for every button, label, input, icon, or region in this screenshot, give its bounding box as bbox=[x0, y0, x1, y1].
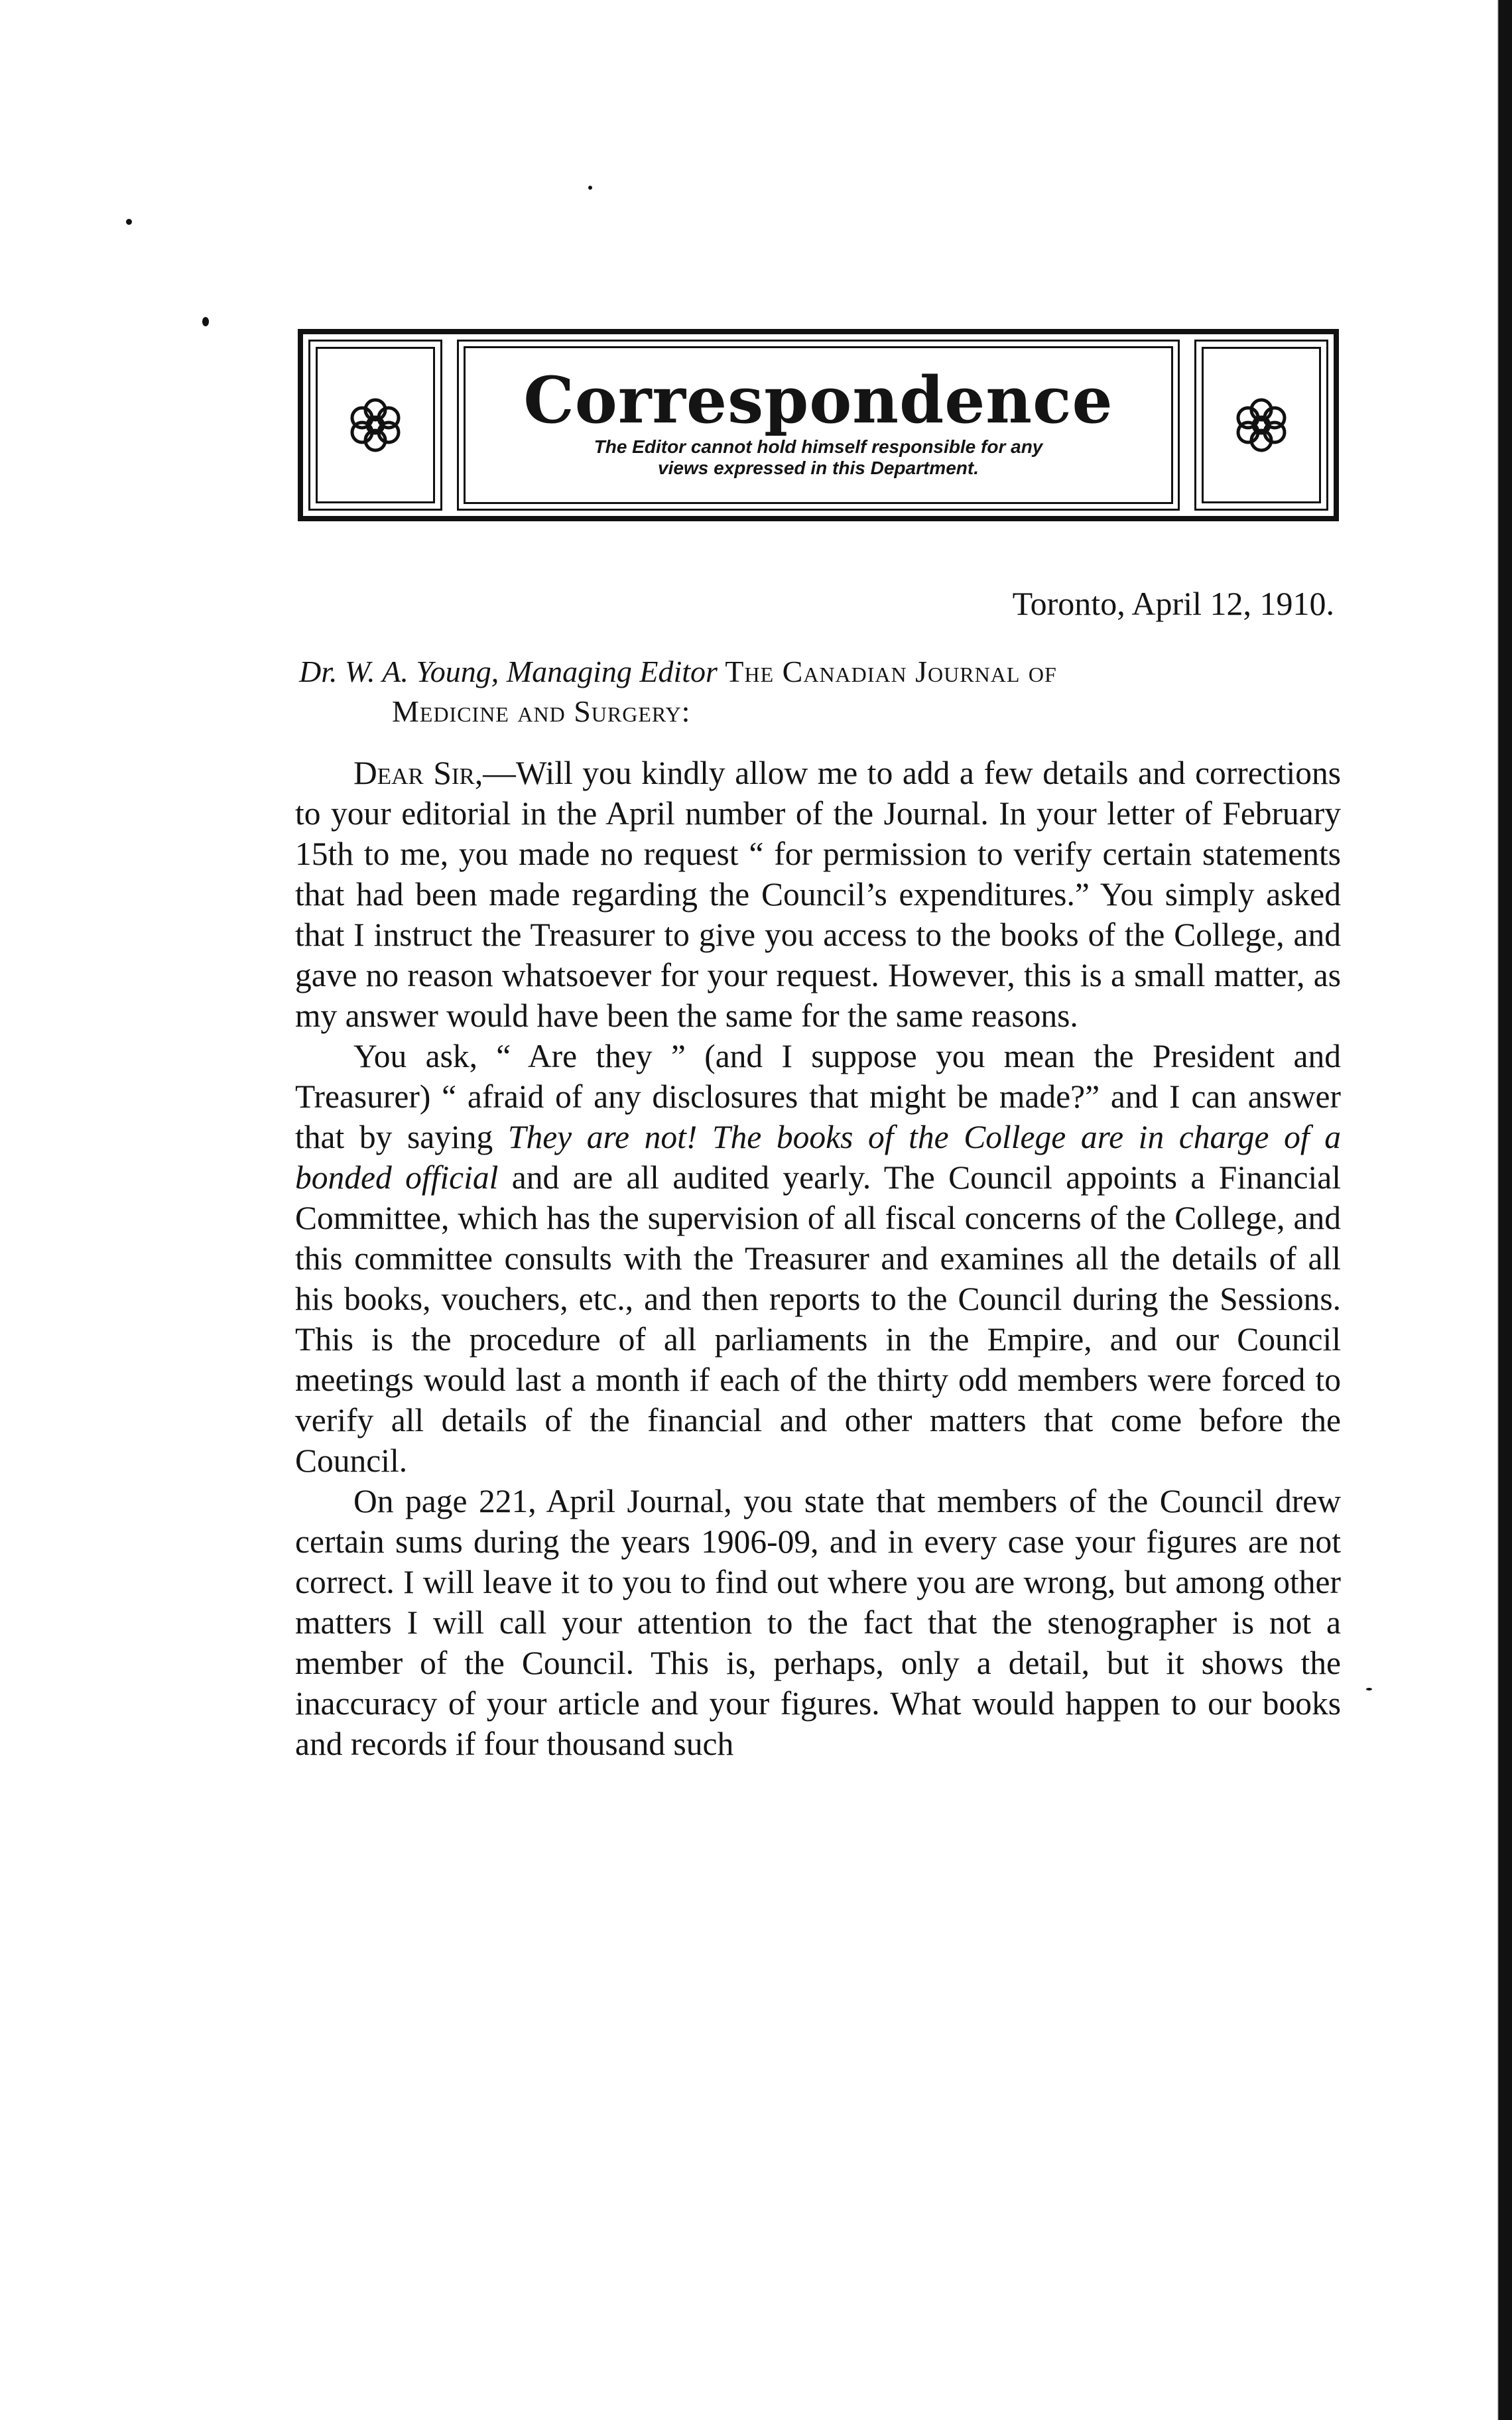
scan-speck bbox=[588, 186, 592, 190]
paragraph-1-text: —Will you kindly allow me to add a few details and corrections to your editorial in the April number of the Journal. In your letter of February 15th to me, you made no request “ for permission to verify certain statements that had been made regarding the Council’s expenditures.” You simply asked that I instruct the Treasurer to give you access to the books of the College, and gave no reason whatsoever for your request. However, this is a small matter, as my answer would have been the same for the same reasons. bbox=[295, 755, 1341, 1034]
letter-dateline: Toronto, April 12, 1910. bbox=[1012, 585, 1334, 622]
journal-name-part-1: The Canadian Journal of bbox=[725, 655, 1057, 688]
letter-body bbox=[295, 753, 1341, 1764]
banner-title-panel bbox=[457, 340, 1180, 511]
letter-address bbox=[299, 652, 1339, 732]
paragraph-2-text-rest: and are all audited yearly. The Council appoints a Financial Committee, which has the supervision of all fiscal concerns of the College, and this committee consults with the Treasurer and examines all the details of all his books, vouchers, etc., and then reports to the Council during the Sessions. This is the procedure of all parliaments in the Empire, and our Council meetings would last a month if each of the thirty odd members were forced to verify all details of the financial and other matters that come before the Council. bbox=[295, 1159, 1341, 1479]
paragraph-1 bbox=[295, 753, 1341, 1036]
editor-disclaimer bbox=[594, 436, 1043, 479]
address-line-1 bbox=[299, 652, 1339, 692]
paragraph-2-text-start: You ask, “ Are they ” (and I suppose you mean the President and Treasurer) “ afraid of any disclosures that might be made?” and I can answer that by saying bbox=[295, 1038, 1341, 1155]
correspondence-banner bbox=[298, 329, 1339, 521]
scan-speck bbox=[1366, 1688, 1372, 1690]
rosette-icon bbox=[342, 392, 409, 458]
paragraph-2-emphasis: They are not! The books of the College are in charge of a bonded official bbox=[295, 1119, 1342, 1196]
banner-left-panel bbox=[308, 340, 442, 511]
recipient-name: Dr. W. A. Young, Managing Editor bbox=[299, 655, 718, 688]
paragraph-2 bbox=[295, 1036, 1341, 1481]
rosette-icon bbox=[1228, 392, 1294, 458]
page-edge-shadow bbox=[1495, 0, 1512, 2420]
journal-name-part-2: Medicine and Surgery: bbox=[392, 694, 691, 728]
banner-right-panel bbox=[1194, 340, 1328, 511]
scan-speck bbox=[202, 317, 209, 326]
salutation: Dear Sir, bbox=[353, 755, 483, 791]
scan-speck bbox=[126, 219, 132, 225]
section-title: Correspondence bbox=[523, 363, 1113, 438]
paragraph-3: On page 221, April Journal, you state that members of the Council drew certain sums during the years 1906-09, and in every case your figures are not correct. I will leave it to you to find out where you are wrong, but among other matters I will call your attention to the fact that the stenographer is not a member of the Council. This is, perhaps, only a detail, but it shows the inaccuracy of your article and your figures. What would happen to our books and records if four thousand such bbox=[295, 1483, 1341, 1762]
disclaimer-line-2: views expressed in this Department. bbox=[658, 458, 979, 478]
disclaimer-line-1: The Editor cannot hold himself responsible for any bbox=[594, 436, 1043, 457]
